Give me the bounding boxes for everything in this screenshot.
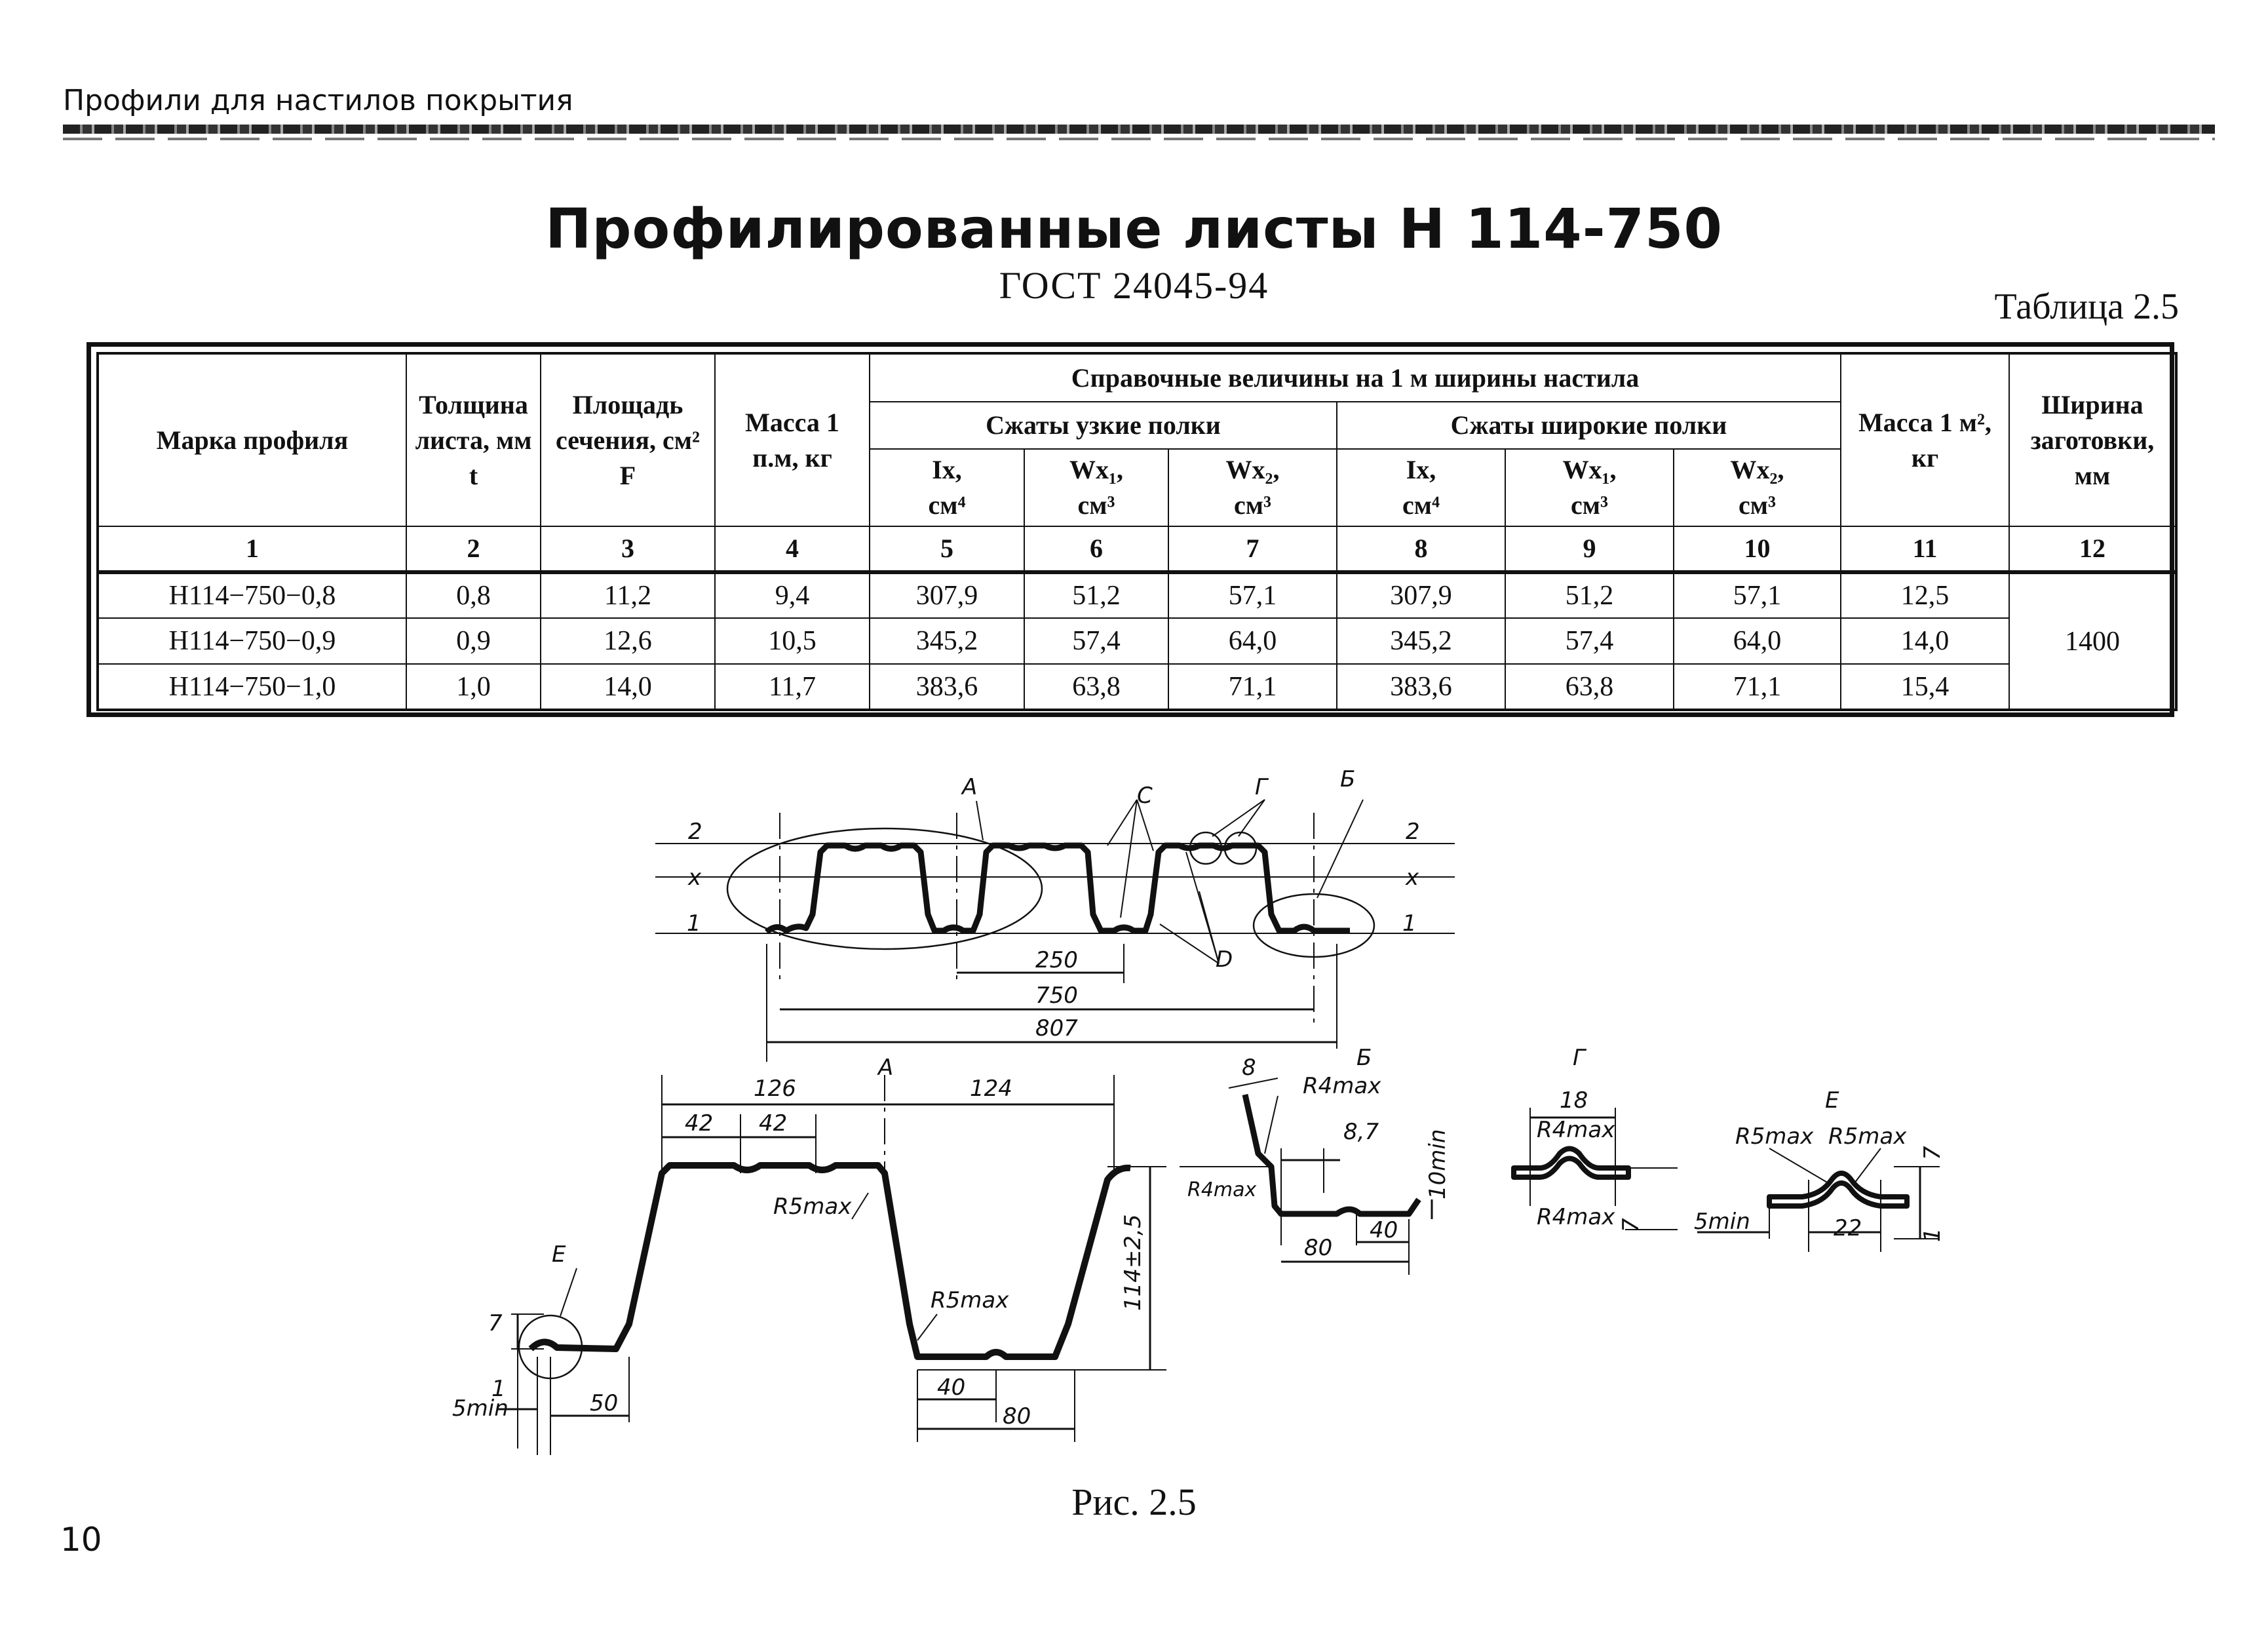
figure-caption: Рис. 2.5 — [1071, 1481, 1197, 1523]
detail-b-label: Б — [1356, 1045, 1372, 1071]
dim-e-22: 22 — [1834, 1215, 1862, 1241]
cell: 15,4 — [1841, 664, 2009, 710]
cell: 307,9 — [1337, 572, 1505, 618]
dim-r5max-bottom: R5max — [931, 1287, 1009, 1313]
header-mass-linear: Масса 1 п.м, кг — [715, 353, 870, 526]
dim-42-right: 42 — [759, 1110, 788, 1137]
dim-e-r5max-right: R5max — [1828, 1123, 1907, 1150]
axis-label-1-right: 1 — [1402, 910, 1417, 937]
dim-5min: 5min — [452, 1395, 509, 1422]
column-number: 4 — [715, 526, 870, 572]
column-number: 7 — [1168, 526, 1337, 572]
dim-r4max-left: R4max — [1187, 1178, 1257, 1201]
dim-126: 126 — [754, 1076, 796, 1102]
axis-label-x-left: x — [688, 865, 702, 891]
cell: 0,8 — [406, 572, 541, 618]
axis-label-2-left: 2 — [688, 819, 702, 845]
table-label: Таблица 2.5 — [1994, 286, 2179, 327]
axis-label-x-right: x — [1406, 865, 1419, 891]
header-wide-flanges: Сжаты широкие полки — [1337, 402, 1841, 449]
dim-e-1: 1 — [1919, 1228, 1946, 1242]
cell-blank-width: 1400 — [2009, 572, 2176, 710]
cell: 12,5 — [1841, 572, 2009, 618]
dim-807: 807 — [1035, 1015, 1078, 1041]
axis-label-2-right: 2 — [1406, 819, 1420, 845]
dim-r4max-upper: R4max — [1537, 1117, 1615, 1143]
cell: 64,0 — [1168, 618, 1337, 664]
page-subtitle: ГОСТ 24045-94 — [999, 264, 1269, 307]
dim-80: 80 — [1003, 1403, 1031, 1430]
column-number: 8 — [1337, 526, 1505, 572]
header-wx1-wide: Wx₁, см³ — [1505, 449, 1674, 526]
dim-r4max-lower: R4max — [1537, 1204, 1615, 1230]
dim-250: 250 — [1035, 947, 1078, 973]
cell: 14,0 — [1841, 618, 2009, 664]
cell-mark: Н114−750−0,8 — [98, 572, 406, 618]
axis-label-1-left: 1 — [687, 910, 701, 937]
cell: 10,5 — [715, 618, 870, 664]
dim-e-7: 7 — [1919, 1146, 1946, 1160]
header-wx2-narrow: Wx₂, см³ — [1168, 449, 1337, 526]
dim-18: 18 — [1560, 1087, 1588, 1114]
cell: 63,8 — [1505, 664, 1674, 710]
dim-b-80: 80 — [1304, 1235, 1333, 1261]
header-mass-square: Масса 1 м², кг — [1841, 353, 2009, 526]
cell: 11,7 — [715, 664, 870, 710]
dim-1: 1 — [491, 1376, 506, 1402]
header-blank-width: Ширина заготовки, мм — [2009, 353, 2176, 526]
cell: 57,4 — [1024, 618, 1168, 664]
header-mark: Марка профиля — [98, 353, 406, 526]
cell: 64,0 — [1674, 618, 1841, 664]
dim-height-114: 114±2,5 — [1120, 1214, 1146, 1311]
label-b: Б — [1340, 766, 1356, 792]
cell: 12,6 — [541, 618, 715, 664]
header-ix-wide: Ix, см⁴ — [1337, 449, 1505, 526]
dim-b-40: 40 — [1370, 1217, 1398, 1243]
cell-mark: Н114−750−0,9 — [98, 618, 406, 664]
label-g: Г — [1255, 774, 1267, 800]
cell: 345,2 — [870, 618, 1024, 664]
header-narrow-flanges: Сжаты узкие полки — [870, 402, 1337, 449]
label-c: С — [1137, 783, 1153, 809]
detail-e — [1697, 1148, 1940, 1252]
header-wx2-wide: Wx₂, см³ — [1674, 449, 1841, 526]
column-number: 10 — [1674, 526, 1841, 572]
cell: 11,2 — [541, 572, 715, 618]
dim-e-r5max-left: R5max — [1735, 1123, 1814, 1150]
dim-8-7: 8,7 — [1343, 1119, 1379, 1145]
column-number: 1 — [98, 526, 406, 572]
dim-50: 50 — [590, 1390, 619, 1416]
dim-r5max-top: R5max — [773, 1194, 852, 1220]
cell: 345,2 — [1337, 618, 1505, 664]
cell: 57,1 — [1168, 572, 1337, 618]
header-reference-values: Справочные величины на 1 м ширины настила — [870, 353, 1841, 402]
column-number: 2 — [406, 526, 541, 572]
dim-40: 40 — [937, 1374, 966, 1401]
dim-42-left: 42 — [685, 1110, 714, 1137]
cell: 51,2 — [1505, 572, 1674, 618]
dim-7: 7 — [488, 1310, 503, 1336]
label-d: D — [1216, 946, 1233, 973]
cell: 71,1 — [1674, 664, 1841, 710]
header-ix-narrow: Ix, см⁴ — [870, 449, 1024, 526]
cell: 57,1 — [1674, 572, 1841, 618]
dim-10min: 10min — [1425, 1129, 1451, 1199]
page-number: 10 — [60, 1521, 102, 1559]
cell: 1,0 — [406, 664, 541, 710]
dim-750: 750 — [1035, 982, 1078, 1009]
detail-e-label: Е — [1825, 1087, 1839, 1114]
column-number: 5 — [870, 526, 1024, 572]
running-head: Профили для настилов покрытия — [63, 84, 573, 117]
cell: 383,6 — [1337, 664, 1505, 710]
column-number: 12 — [2009, 526, 2176, 572]
cell: 307,9 — [870, 572, 1024, 618]
column-number: 3 — [541, 526, 715, 572]
cell: 383,6 — [870, 664, 1024, 710]
cell: 51,2 — [1024, 572, 1168, 618]
column-number: 9 — [1505, 526, 1674, 572]
dim-124: 124 — [970, 1076, 1012, 1102]
dim-8: 8 — [1242, 1055, 1256, 1081]
label-e: Е — [552, 1241, 566, 1268]
detail-a-label: А — [878, 1055, 894, 1081]
cell: 63,8 — [1024, 664, 1168, 710]
label-a: А — [962, 774, 978, 800]
page-title: Профилированные листы Н 114-750 — [545, 197, 1723, 261]
cell: 71,1 — [1168, 664, 1337, 710]
header-thickness: Толщина листа, мм t — [406, 353, 541, 526]
column-number: 11 — [1841, 526, 2009, 572]
dim-g-7: 7 — [1618, 1218, 1644, 1232]
dim-r4max-top: R4max — [1303, 1073, 1381, 1099]
cell: 57,4 — [1505, 618, 1674, 664]
cell: 14,0 — [541, 664, 715, 710]
header-area: Площадь сечения, см² F — [541, 353, 715, 526]
column-number: 6 — [1024, 526, 1168, 572]
header-wx1-narrow: Wx₁, см³ — [1024, 449, 1168, 526]
dim-e-5min: 5min — [1694, 1209, 1750, 1235]
cell-mark: Н114−750−1,0 — [98, 664, 406, 710]
cell: 0,9 — [406, 618, 541, 664]
detail-g-label: Г — [1573, 1045, 1585, 1071]
cell: 9,4 — [715, 572, 870, 618]
